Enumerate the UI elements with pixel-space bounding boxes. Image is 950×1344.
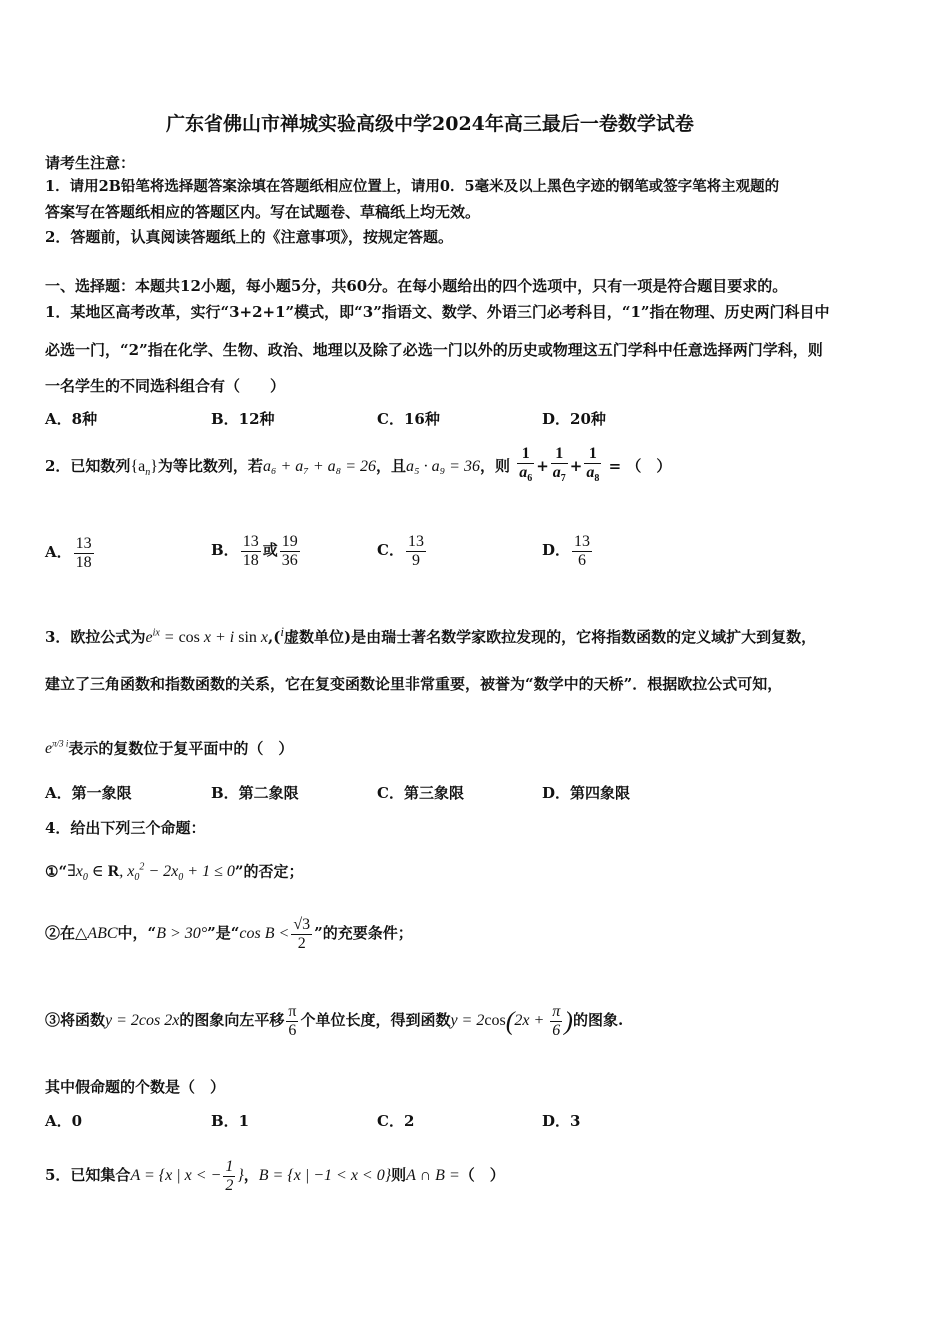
q4-p1-formula: $\exists x_0$ ∈ R, $x_0^2 - 2x_0 + 1 \le 0$ — [67, 862, 235, 884]
q3-line-3: $e^{\pi/3 i}$表示的复数位于复平面中的（ ） — [45, 739, 294, 758]
q4-option-b: B．1 — [211, 1112, 250, 1130]
page-title: 广东省佛山市禅城实验高级中学2024年高三最后一卷数学试卷 — [166, 113, 694, 135]
q1-option-a: A．8种 — [45, 410, 98, 428]
q5-set-b: B = {x | −1 < x < 0} — [258, 1167, 392, 1184]
notice-line-1b: 答案写在答题纸相应的答题区内。写在试题卷、草稿纸上均无效。 — [45, 203, 481, 221]
q2-condition-sum: a₆ + a₇ + a₈ = 26 — [262, 458, 377, 475]
q1-option-c: C．16种 — [377, 410, 440, 428]
q2-option-c: C． $\frac{13}{9}$ — [377, 532, 424, 569]
q2-condition-product: a₅ · a₉ = 36 — [406, 458, 480, 475]
q3-option-c: C．第三象限 — [377, 784, 464, 802]
q4-proposition-1: $①“\exists x_0$ ∈ R, $x_0^2 - 2x_0 + 1 \le 0$”的否定； — [45, 862, 304, 884]
q5-set-a: A = {x | x < − $\frac{1}{2}$ } — [130, 1157, 244, 1194]
q3-option-b: B．第二象限 — [211, 784, 299, 802]
q2-option-a: A． $\frac{13}{18}$ — [45, 534, 92, 571]
q3-exponential: $e^{\pi/3 i}$ — [45, 739, 69, 758]
q4-shift-pi-over-6: $\frac{\pi}{6}$ — [288, 1002, 297, 1039]
q2-mid-2: ，且 — [376, 457, 407, 475]
q1-line-3: 一名学生的不同选科组合有（ ） — [45, 377, 286, 395]
q4-triangle: △ABC — [75, 925, 118, 942]
notice-heading: 请考生注意： — [45, 154, 136, 172]
q2-option-b-value-1: $\frac{13}{18}$ — [242, 532, 259, 569]
q5-intersection: A ∩ B = — [406, 1167, 460, 1184]
q3-line-1: 3．欧拉公式为$e^{ix} = \cos x + i$ sin x,(i虚数单位)是由瑞士著名数学家欧拉发现的，它将指数函数的定义域扩大到复数， — [45, 624, 817, 646]
q1-line-2: 必选一门，“2”指在化学、生物、政治、地理以及除了必选一门以外的历史或物理这五门学科中任意选择两门学科，则 — [45, 341, 823, 359]
q4-question: 其中假命题的个数是（ ） — [45, 1078, 226, 1096]
euler-formula: $e^{ix} = \cos x + i$ sin x — [145, 627, 269, 646]
q1-option-b: B．12种 — [211, 410, 275, 428]
notice-line-1a: 1．请用2B铅笔将选择题答案涂填在答题纸相应位置上，请用0．5毫米及以上黑色字迹的钢笔或签字笔将主观题的 — [45, 178, 780, 195]
q4-stem: 4．给出下列三个命题： — [45, 819, 206, 837]
q4-cos-condition: cos B < — [239, 925, 290, 942]
q2-frac-a6: $\frac{1}{a_6}$ — [519, 445, 533, 485]
q4-option-a: A．0 — [45, 1112, 83, 1130]
notice-line-2: 2．答题前，认真阅读答题纸上的《注意事项》，按规定答题。 — [45, 228, 453, 246]
q2-option-b-value-2: $\frac{19}{36}$ — [281, 532, 298, 569]
q4-proposition-2: ②在△ABC中，“B > 30°”是“cos B < $\frac{√3}{2}$ ”的充要条件； — [45, 915, 413, 952]
q4-option-c: C．2 — [377, 1112, 415, 1130]
q1-option-d: D．20种 — [542, 410, 606, 428]
q2-frac-a8: $\frac{1}{a_8}$ — [586, 445, 600, 485]
q2-sequence: $\{a_n\}$ — [130, 458, 158, 479]
q3-option-a: A．第一象限 — [45, 784, 132, 802]
q5-stem: 5．已知集合A = {x | x < − $\frac{1}{2}$ }，B = {x | −1 < x < 0}则A ∩ B =（ ） — [45, 1157, 505, 1194]
q2-option-a-value: $\frac{13}{18}$ — [75, 534, 92, 571]
q1-line-1: 1．某地区高考改革，实行“3+2+1”模式，即“3”指语文、数学、外语三门必考科目，“1”指在物理、历史两门科目中 — [45, 303, 830, 321]
q4-proposition-3: ③将函数y = 2cos 2x的图象向左平移 $\frac{\pi}{6}$ 个单位长度，得到函数y = 2cos(2x + $\frac{\pi}{6}$ )的图象. — [45, 1002, 624, 1039]
q2-frac-a7: $\frac{1}{a_7}$ — [552, 445, 566, 485]
q2-option-d-value: $\frac{13}{6}$ — [574, 532, 591, 569]
q4-shifted-function: y = 2cos(2x + $\frac{\pi}{6}$ ) — [450, 1002, 573, 1039]
q3-line-2: 建立了三角函数和指数函数的关系，它在复变函数论里非常重要，被誉为“数学中的天桥”．根据欧拉公式可知， — [45, 675, 783, 693]
q4-angle-condition: B > 30° — [156, 925, 208, 942]
q2-mid-3: ，则 — [479, 457, 510, 475]
q2-tail: = （ ） — [608, 457, 672, 475]
q2-option-d: D． $\frac{13}{6}$ — [542, 532, 591, 569]
q2-mid-1: 为等比数列，若 — [157, 457, 263, 475]
q4-original-function: y = 2cos 2x — [105, 1012, 180, 1029]
q2-prefix: 2．已知数列 — [45, 457, 131, 475]
q2-option-b: B． $\frac{13}{18}$ 或 $\frac{19}{36}$ — [211, 532, 298, 569]
q2-option-c-value: $\frac{13}{9}$ — [407, 532, 424, 569]
q3-option-d: D．第四象限 — [542, 784, 631, 802]
section-heading: 一、选择题：本题共12小题，每小题5分，共60分。在每小题给出的四个选项中，只有一项是符合题目要求的。 — [45, 277, 788, 295]
q2-stem: 2．已知数列$\{a_n\}$为等比数列，若a₆ + a₇ + a₈ = 26，且a₅ · a₉ = 36，则 $\frac{1}{a_6}$ + $\frac{1}{a_7}$ + $\frac{1}{a_8}$ = （ ） — [45, 444, 671, 488]
q4-sqrt3-over-2: $\frac{√3}{2}$ — [293, 915, 311, 952]
q4-option-d: D．3 — [542, 1112, 581, 1130]
